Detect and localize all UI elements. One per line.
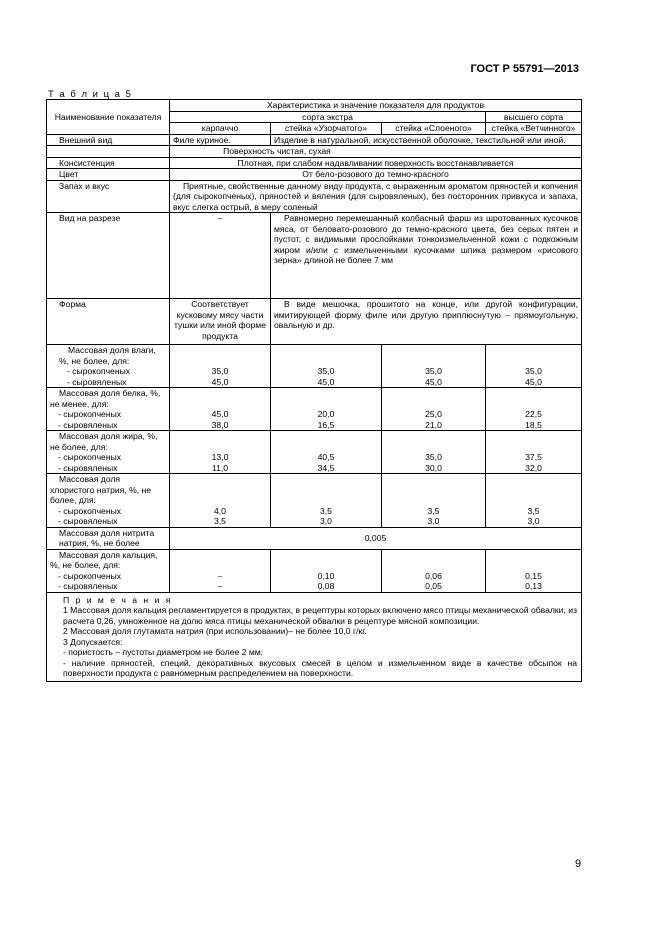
- row-smell: [47, 180, 582, 213]
- row-appearance-surface: [47, 146, 582, 158]
- row-label: Вид на разрезе: [47, 213, 170, 299]
- row-label: Массовая доля влаги, %, не более, для:: [59, 345, 156, 366]
- sub-label-dried: - сыровяленых: [58, 581, 118, 591]
- value-smoked: 35,0: [425, 452, 442, 462]
- sub-label-dried: - сыровяленых: [67, 376, 127, 387]
- row-shape: [47, 299, 582, 345]
- value-dried: 3,5: [214, 516, 226, 526]
- cell-value: От бело-розового до темно-красного: [170, 169, 582, 181]
- cell-value: Плотная, при слабом надавливании поверхность восстанавливается: [170, 157, 582, 169]
- note-1: 1 Массовая доля кальция регламентируется в продуктах, в рецептуры которых включено мясо птицы механической обвалки, из расчета 0,26, умноженное на долю мяса птицы механической обвалки в рецептуре мясной композиции.: [63, 605, 578, 626]
- value-dried: 3,0: [527, 516, 540, 526]
- cell-carpaccio: Филе куриное.: [170, 134, 271, 146]
- row-label: Цвет: [47, 169, 170, 181]
- row-consistency: [47, 157, 582, 169]
- value-smoked: 0,06: [425, 570, 442, 581]
- sub-label-smoked: - сырокопченых: [58, 409, 122, 419]
- col-header-extra: сорта экстра: [170, 111, 486, 123]
- value-smoked: 35,0: [211, 366, 229, 376]
- row-label: Форма: [47, 299, 170, 345]
- value-smoked: 45,0: [211, 409, 229, 419]
- sub-label-dried: - сыровяленых: [58, 419, 118, 430]
- row-label: Массовая доля кальция, %, не более, для:: [50, 549, 158, 570]
- note-3a: - пористость – пустоты диаметром не более 2 мм;: [63, 647, 264, 657]
- value-dried: –: [217, 581, 223, 591]
- row-nitrite: [47, 527, 582, 549]
- value-smoked: 3,5: [320, 505, 332, 516]
- col-header-name: Наименование показателя: [47, 100, 170, 135]
- row-appearance: [47, 134, 582, 146]
- value-smoked: 37,5: [525, 452, 542, 462]
- sub-label-smoked: - сырокопченых: [58, 452, 122, 462]
- col-header-uzor: стейка «Узорчатого»: [271, 123, 382, 135]
- page-number: 9: [575, 858, 582, 870]
- value-smoked: 0,15: [525, 570, 542, 581]
- cell-carpaccio: –: [170, 213, 271, 299]
- value-dried: 34,5: [317, 462, 335, 473]
- row-label: Консистенция: [47, 157, 170, 169]
- indicators-table: [46, 99, 582, 682]
- row-label: Запах и вкус: [47, 180, 170, 213]
- row-label: Массовая доля белка, %, не менее, для:: [50, 388, 161, 409]
- row-label: Внешний вид: [47, 134, 170, 146]
- value-dried: 18,5: [525, 419, 542, 430]
- value-smoked: 20,0: [317, 409, 335, 419]
- value-smoked: 3,5: [527, 505, 540, 516]
- value-smoked: 40,5: [317, 452, 335, 462]
- table-caption-label: Т а б л и ц а: [48, 89, 122, 100]
- notes-block: [47, 592, 582, 681]
- col-header-vetch: стейка «Ветчинного»: [486, 123, 582, 135]
- value-smoked: 13,0: [211, 452, 229, 462]
- value-smoked: 35,0: [525, 366, 542, 376]
- value-smoked: 22,5: [525, 409, 542, 419]
- value-dried: 45,0: [211, 376, 229, 387]
- value-smoked: 3,5: [427, 505, 440, 516]
- row-label: Массовая доля хлористого натрия, %, не более, для:: [50, 474, 152, 505]
- cell-steaks: Изделие в натуральной, искусственной оболочке, текстильной или иной.: [271, 134, 582, 146]
- table-caption-number: 5: [125, 89, 131, 100]
- row-fat: [47, 431, 582, 474]
- value-dried: 0,13: [525, 581, 542, 591]
- document-code: ГОСТ Р 55791—2013: [470, 63, 579, 75]
- value-dried: 45,0: [525, 376, 542, 387]
- value-dried: 11,0: [211, 462, 229, 473]
- value-dried: 21,0: [425, 419, 442, 430]
- note-3b: - наличие пряностей, специй, декоративных вкусовых смесей в целом и измельченном виде в качестве обсыпок на поверхности продукта с равномерным распределением на поверхности.: [63, 657, 578, 678]
- row-notes: [47, 592, 582, 681]
- sub-label-dried: - сыровяленых: [58, 516, 118, 526]
- note-3: 3 Допускается:: [63, 636, 123, 647]
- sub-label-smoked: - сырокопченых: [58, 505, 122, 516]
- header-row-1: [47, 100, 582, 112]
- cell-steaks: В виде мешочка, прошитого на конце, или другой конфигурации, имитирующей форму филе или другую приплюснутую – прямоугольную, овальную и др.: [271, 299, 582, 345]
- value-dried: 16,5: [317, 419, 335, 430]
- value-smoked: –: [217, 570, 223, 581]
- row-protein: [47, 388, 582, 431]
- value-dried: 38,0: [211, 419, 229, 430]
- col-header-carpaccio: карпаччо: [170, 123, 271, 135]
- value-dried: 32,0: [525, 462, 542, 473]
- col-header-sloen: стейка «Слоеного»: [382, 123, 486, 135]
- sub-label-dried: - сыровяленых: [58, 462, 118, 473]
- sub-label-smoked: - сырокопченых: [58, 570, 122, 581]
- value-dried: 0,08: [317, 581, 335, 591]
- row-salt: [47, 474, 582, 528]
- row-label: Массовая доля нитрита натрия, %, не более: [47, 527, 170, 549]
- value-dried: 45,0: [425, 376, 442, 387]
- notes-title: П р и м е ч а н и я: [63, 594, 173, 605]
- cell-steaks: Равномерно перемешанный колбасный фарш из шротованных кусочков мяса, от беловато-розового до темно-красного цвета, без серых пятен и пустот, с видимыми прослойками тонкоизмельченной кожи с подкожным жиром и/или с измельченными кусочками шпика размером «рисового зерна» длиной не более 7 мм: [271, 213, 582, 299]
- value-smoked: 35,0: [425, 366, 442, 376]
- value-dried: 45,0: [317, 376, 335, 387]
- value-dried: 30,0: [425, 462, 442, 473]
- value-smoked: 4,0: [214, 505, 226, 516]
- sub-label-smoked: - сырокопченых: [67, 366, 131, 376]
- row-calcium: [47, 549, 582, 592]
- value-dried: 3,0: [427, 516, 440, 526]
- col-header-group: Характеристика и значение показателя для продуктов: [170, 100, 582, 112]
- cell-value: 0,005: [170, 527, 582, 549]
- cell-value: Приятные, свойственные данному виду продукта, с выраженным ароматом пряностей и копчения (для сырокопченых), пряностей и вяления (для сыровяленых), без посторонних привкуса и запаха, вкус слегка острый, в меру соленый: [170, 180, 582, 213]
- value-smoked: 25,0: [425, 409, 442, 419]
- note-2: 2 Массовая доля глутамата натрия (при использовании)– не более 10,0 г/кг.: [63, 626, 367, 636]
- cell-surface: Поверхность чистая, сухая: [170, 146, 582, 158]
- col-header-high: высшего сорта: [486, 111, 582, 123]
- cell-carpaccio: Соответствует кусковому мясу части тушки или иной форме продукта: [170, 299, 271, 345]
- value-smoked: 35,0: [317, 366, 335, 376]
- row-moisture: [47, 345, 582, 388]
- row-section: [47, 213, 582, 299]
- value-dried: 0,05: [425, 581, 442, 591]
- row-label: Массовая доля жира, %, не более, для:: [50, 431, 158, 452]
- value-dried: 3,0: [320, 516, 332, 526]
- row-color: [47, 169, 582, 181]
- value-smoked: 0,10: [317, 570, 335, 581]
